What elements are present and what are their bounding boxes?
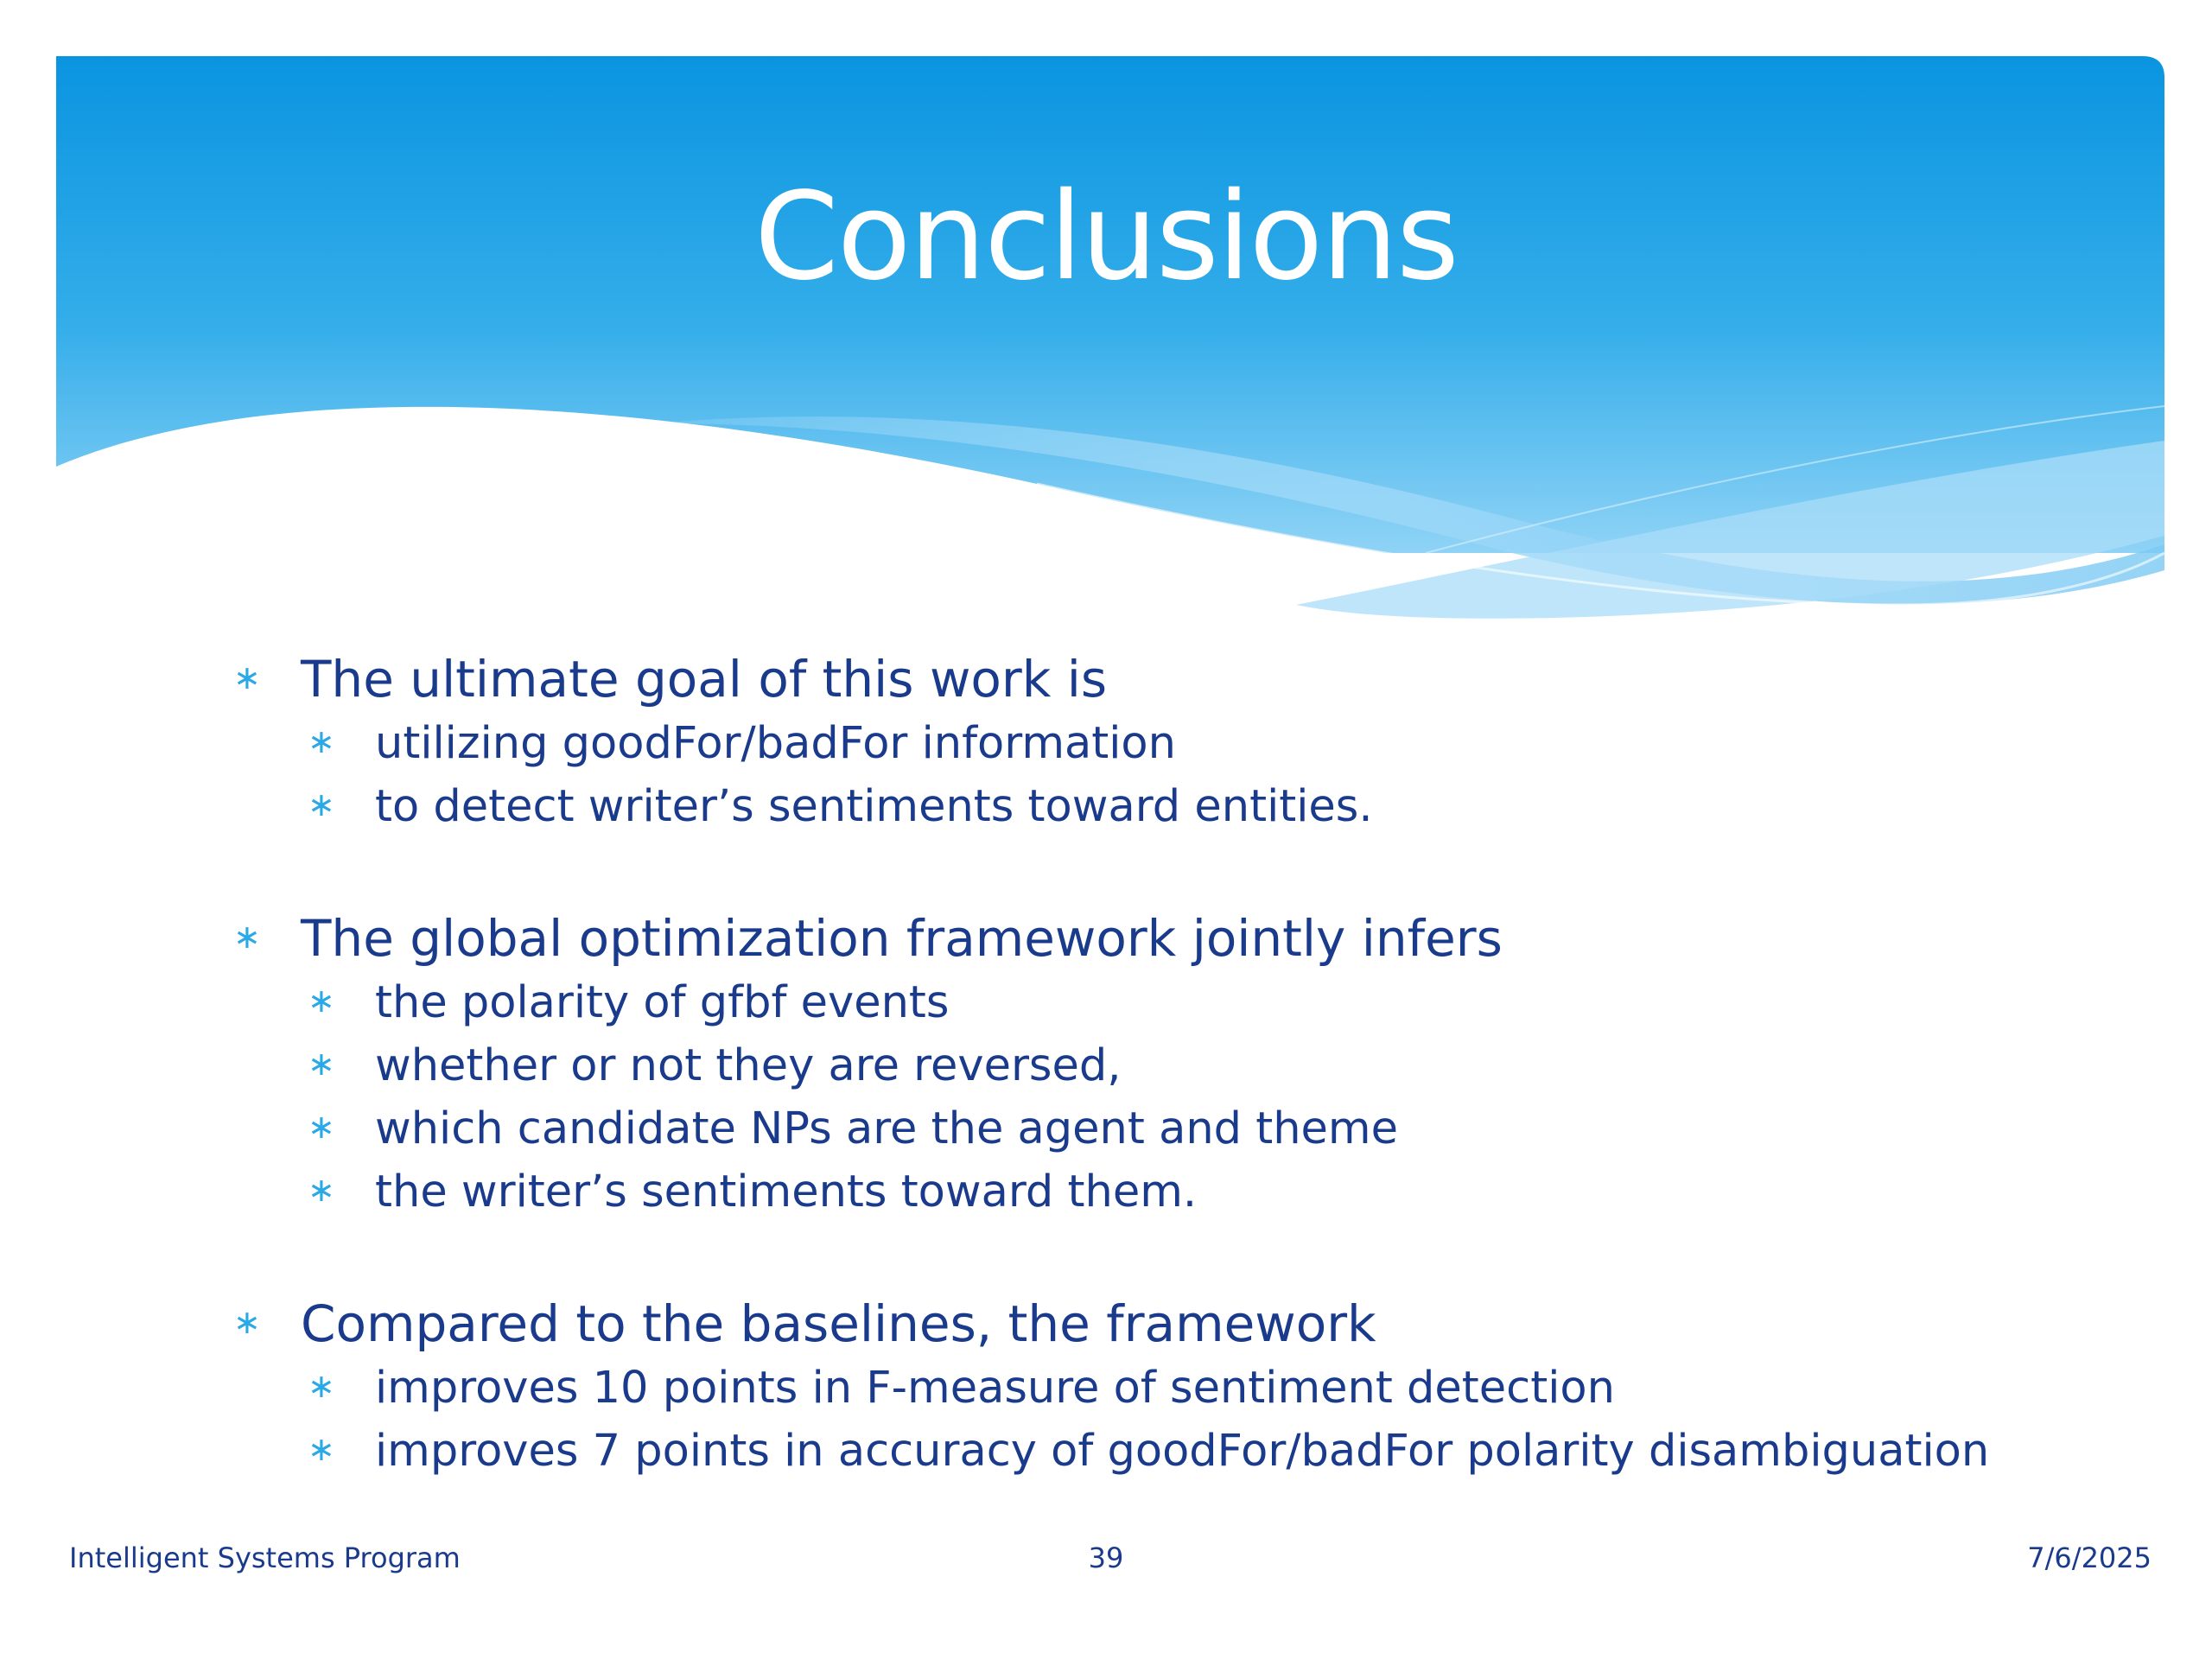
bullet-group-1 <box>233 646 2134 838</box>
sub-bullet-item <box>233 1097 2134 1160</box>
sub-bullet-text: which candidate NPs are the agent and theme <box>375 1103 1398 1154</box>
bullet-item <box>233 646 2134 712</box>
footer-page-number: 39 <box>1088 1541 1124 1574</box>
sub-bullet-text: improves 10 points in F-measure of sentiment detection <box>375 1363 1615 1414</box>
bullet-item <box>233 906 2134 971</box>
asterisk-bullet-icon: ∗ <box>308 1108 335 1146</box>
footer-program-name: Intelligent Systems Program <box>69 1541 461 1574</box>
asterisk-bullet-icon: ∗ <box>308 1430 335 1468</box>
asterisk-bullet-icon: ∗ <box>308 1367 335 1405</box>
asterisk-bullet-icon: ∗ <box>308 1171 335 1209</box>
sub-bullet-item <box>233 712 2134 775</box>
asterisk-bullet-icon: ∗ <box>233 918 261 956</box>
slide-body <box>233 646 2134 1550</box>
sub-bullet-text: whether or not they are reversed, <box>375 1040 1122 1091</box>
slide-title: Conclusions <box>754 167 1458 308</box>
wave-banner-graphic <box>0 0 2212 657</box>
sub-bullet-text: the polarity of gfbf events <box>375 977 950 1028</box>
asterisk-bullet-icon: ∗ <box>308 785 335 823</box>
asterisk-bullet-icon: ∗ <box>233 658 261 696</box>
bullet-text: Compared to the baselines, the framework <box>301 1294 1376 1353</box>
asterisk-bullet-icon: ∗ <box>308 982 335 1020</box>
bullet-item <box>233 1291 2134 1357</box>
sub-bullet-item <box>233 1357 2134 1420</box>
sub-bullet-item <box>233 971 2134 1034</box>
bullet-group-2 <box>233 906 2134 1224</box>
bullet-text: The global optimization framework jointly infers <box>301 909 1503 968</box>
footer-date: 7/6/2025 <box>2027 1541 2152 1574</box>
bullet-text: The ultimate goal of this work is <box>301 650 1108 709</box>
sub-bullet-text: improves 7 points in accuracy of goodFor/badFor polarity disambiguation <box>375 1426 1990 1477</box>
sub-bullet-item <box>233 1420 2134 1483</box>
asterisk-bullet-icon: ∗ <box>233 1303 261 1341</box>
sub-bullet-item <box>233 1034 2134 1097</box>
sub-bullet-text: utilizing goodFor/badFor information <box>375 718 1176 769</box>
asterisk-bullet-icon: ∗ <box>308 722 335 760</box>
bullet-group-3 <box>233 1291 2134 1483</box>
sub-bullet-text: to detect writer’s sentiments toward entities. <box>375 781 1373 832</box>
asterisk-bullet-icon: ∗ <box>308 1045 335 1083</box>
sub-bullet-text: the writer’s sentiments toward them. <box>375 1166 1198 1217</box>
title-banner <box>0 0 2212 657</box>
sub-bullet-item <box>233 1160 2134 1224</box>
sub-bullet-item <box>233 775 2134 838</box>
